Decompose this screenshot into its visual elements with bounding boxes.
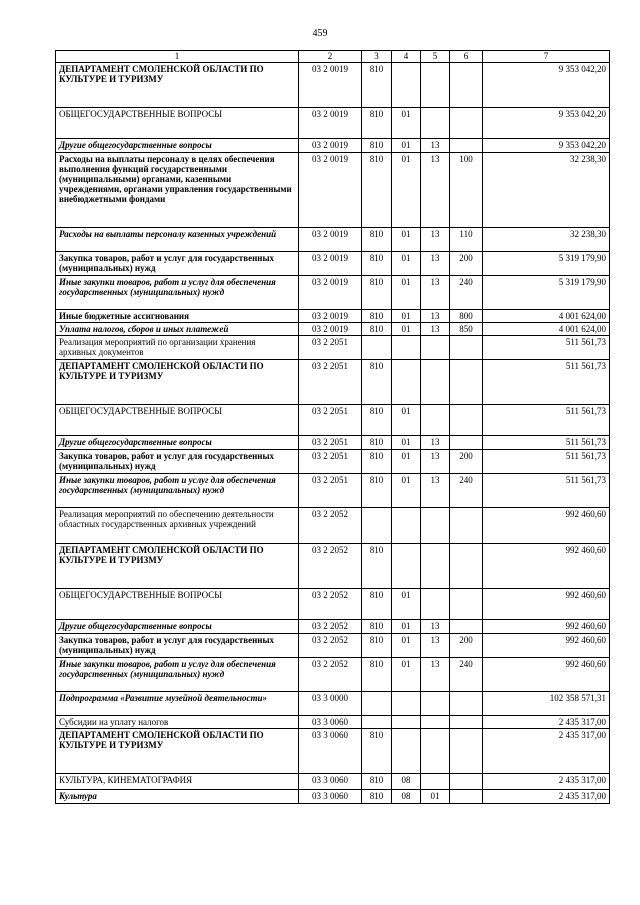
grbs-code: 810 xyxy=(362,544,392,589)
grbs-code: 810 xyxy=(362,774,392,790)
header-cell: 4 xyxy=(392,51,421,63)
header-cell: 2 xyxy=(299,51,362,63)
subsection-code xyxy=(421,729,450,774)
grbs-code: 810 xyxy=(362,729,392,774)
amount: 992 460,60 xyxy=(483,658,610,692)
amount: 9 353 042,20 xyxy=(483,108,610,139)
expense-type-code xyxy=(450,729,483,774)
amount: 511 561,73 xyxy=(483,474,610,508)
row-name: Иные закупки товаров, работ и услуг для обеспечения государственных (муниципальных) нужд xyxy=(56,658,299,692)
target-code: 03 2 0019 xyxy=(299,108,362,139)
section-code: 01 xyxy=(392,436,421,450)
row-name: Иные бюджетные ассигнования xyxy=(56,310,299,323)
section-code: 01 xyxy=(392,620,421,634)
target-code: 03 3 0060 xyxy=(299,729,362,774)
grbs-code xyxy=(362,336,392,360)
grbs-code: 810 xyxy=(362,405,392,436)
amount: 4 001 624,00 xyxy=(483,310,610,323)
target-code: 03 2 2052 xyxy=(299,508,362,544)
table-row xyxy=(56,508,610,544)
section-code: 01 xyxy=(392,450,421,474)
table-row xyxy=(56,405,610,436)
grbs-code: 810 xyxy=(362,360,392,405)
expense-type-code xyxy=(450,436,483,450)
row-name: ДЕПАРТАМЕНТ СМОЛЕНСКОЙ ОБЛАСТИ ПО КУЛЬТУРЕ И ТУРИЗМУ xyxy=(56,360,299,405)
expense-type-code xyxy=(450,139,483,153)
table-row xyxy=(56,276,610,310)
grbs-code: 810 xyxy=(362,108,392,139)
subsection-code: 13 xyxy=(421,620,450,634)
row-name: Субсидии на уплату налогов xyxy=(56,716,299,729)
expense-type-code xyxy=(450,620,483,634)
amount: 4 001 624,00 xyxy=(483,323,610,336)
header-cell: 3 xyxy=(362,51,392,63)
section-code: 01 xyxy=(392,474,421,508)
expense-type-code xyxy=(450,589,483,620)
table-row xyxy=(56,336,610,360)
subsection-code: 13 xyxy=(421,658,450,692)
table-row xyxy=(56,620,610,634)
amount: 2 435 317,00 xyxy=(483,716,610,729)
section-code: 01 xyxy=(392,139,421,153)
subsection-code xyxy=(421,336,450,360)
table-row xyxy=(56,729,610,774)
table-row xyxy=(56,63,610,108)
page-number: 459 xyxy=(312,28,328,39)
expense-type-code xyxy=(450,692,483,716)
amount: 511 561,73 xyxy=(483,405,610,436)
row-name: Расходы на выплаты персоналу в целях обеспечения выполнения функций государственными (муниципальными) органами, казенными учреждениями, органами управления государственными внебюджетными фондами xyxy=(56,153,299,228)
grbs-code: 810 xyxy=(362,589,392,620)
expense-type-code xyxy=(450,360,483,405)
grbs-code: 810 xyxy=(362,252,392,276)
subsection-code xyxy=(421,405,450,436)
subsection-code xyxy=(421,692,450,716)
amount: 9 353 042,20 xyxy=(483,139,610,153)
amount: 2 435 317,00 xyxy=(483,774,610,790)
section-code: 01 xyxy=(392,153,421,228)
table-row xyxy=(56,692,610,716)
row-name: Расходы на выплаты персоналу казенных учреждений xyxy=(56,228,299,252)
subsection-code: 01 xyxy=(421,790,450,804)
expense-type-code xyxy=(450,774,483,790)
expense-type-code xyxy=(450,716,483,729)
subsection-code xyxy=(421,589,450,620)
target-code: 03 3 0000 xyxy=(299,692,362,716)
expense-type-code: 200 xyxy=(450,634,483,658)
grbs-code: 810 xyxy=(362,139,392,153)
amount: 992 460,60 xyxy=(483,620,610,634)
amount: 992 460,60 xyxy=(483,508,610,544)
section-code xyxy=(392,336,421,360)
subsection-code xyxy=(421,508,450,544)
row-name: ДЕПАРТАМЕНТ СМОЛЕНСКОЙ ОБЛАСТИ ПО КУЛЬТУРЕ И ТУРИЗМУ xyxy=(56,729,299,774)
expense-type-code xyxy=(450,544,483,589)
row-name: Подпрограмма «Развитие музейной деятельности» xyxy=(56,692,299,716)
expense-type-code xyxy=(450,336,483,360)
grbs-code: 810 xyxy=(362,436,392,450)
table-row xyxy=(56,658,610,692)
section-code: 01 xyxy=(392,108,421,139)
row-name: ДЕПАРТАМЕНТ СМОЛЕНСКОЙ ОБЛАСТИ ПО КУЛЬТУРЕ И ТУРИЗМУ xyxy=(56,544,299,589)
grbs-code: 810 xyxy=(362,153,392,228)
expense-type-code xyxy=(450,108,483,139)
row-name: ДЕПАРТАМЕНТ СМОЛЕНСКОЙ ОБЛАСТИ ПО КУЛЬТУРЕ И ТУРИЗМУ xyxy=(56,63,299,108)
header-cell: 1 xyxy=(56,51,299,63)
grbs-code: 810 xyxy=(362,450,392,474)
amount: 5 319 179,90 xyxy=(483,276,610,310)
target-code: 03 2 0019 xyxy=(299,310,362,323)
section-code: 01 xyxy=(392,589,421,620)
row-name: КУЛЬТУРА, КИНЕМАТОГРАФИЯ xyxy=(56,774,299,790)
table-row xyxy=(56,774,610,790)
table-row xyxy=(56,790,610,804)
section-code: 01 xyxy=(392,323,421,336)
subsection-code xyxy=(421,360,450,405)
expense-type-code xyxy=(450,790,483,804)
amount: 9 353 042,20 xyxy=(483,63,610,108)
expense-type-code xyxy=(450,63,483,108)
table-row xyxy=(56,634,610,658)
grbs-code: 810 xyxy=(362,63,392,108)
grbs-code: 810 xyxy=(362,228,392,252)
grbs-code xyxy=(362,716,392,729)
subsection-code: 13 xyxy=(421,450,450,474)
expense-type-code: 850 xyxy=(450,323,483,336)
row-name: Уплата налогов, сборов и иных платежей xyxy=(56,323,299,336)
header-cell: 6 xyxy=(450,51,483,63)
section-code: 01 xyxy=(392,252,421,276)
target-code: 03 3 0060 xyxy=(299,774,362,790)
section-code xyxy=(392,360,421,405)
section-code: 01 xyxy=(392,405,421,436)
expense-type-code: 800 xyxy=(450,310,483,323)
grbs-code: 810 xyxy=(362,474,392,508)
row-name: Культура xyxy=(56,790,299,804)
section-code: 01 xyxy=(392,634,421,658)
grbs-code: 810 xyxy=(362,790,392,804)
grbs-code: 810 xyxy=(362,620,392,634)
expense-type-code: 240 xyxy=(450,474,483,508)
row-name: Реализация мероприятий по организации хранения архивных документов xyxy=(56,336,299,360)
row-name: ОБЩЕГОСУДАРСТВЕННЫЕ ВОПРОСЫ xyxy=(56,589,299,620)
amount: 5 319 179,90 xyxy=(483,252,610,276)
table-row xyxy=(56,139,610,153)
amount: 511 561,73 xyxy=(483,450,610,474)
table-row xyxy=(56,252,610,276)
table-row xyxy=(56,108,610,139)
target-code: 03 2 2051 xyxy=(299,474,362,508)
header-row xyxy=(56,51,610,63)
expense-type-code: 240 xyxy=(450,276,483,310)
row-name: Закупка товаров, работ и услуг для государственных (муниципальных) нужд xyxy=(56,252,299,276)
row-name: Закупка товаров, работ и услуг для государственных (муниципальных) нужд xyxy=(56,634,299,658)
amount: 992 460,60 xyxy=(483,589,610,620)
table-row xyxy=(56,436,610,450)
table-row xyxy=(56,544,610,589)
table-row xyxy=(56,323,610,336)
expense-type-code: 200 xyxy=(450,252,483,276)
section-code xyxy=(392,729,421,774)
grbs-code: 810 xyxy=(362,276,392,310)
target-code: 03 2 0019 xyxy=(299,63,362,108)
row-name: ОБЩЕГОСУДАРСТВЕННЫЕ ВОПРОСЫ xyxy=(56,108,299,139)
subsection-code: 13 xyxy=(421,139,450,153)
expense-type-code xyxy=(450,405,483,436)
target-code: 03 2 2051 xyxy=(299,336,362,360)
target-code: 03 2 2052 xyxy=(299,544,362,589)
target-code: 03 2 2051 xyxy=(299,450,362,474)
row-name: Другие общегосударственные вопросы xyxy=(56,139,299,153)
amount: 32 238,30 xyxy=(483,153,610,228)
section-code: 08 xyxy=(392,774,421,790)
header-cell: 5 xyxy=(421,51,450,63)
row-name: Реализация мероприятий по обеспечению деятельности областных государственных архивных учреждений xyxy=(56,508,299,544)
amount: 2 435 317,00 xyxy=(483,790,610,804)
target-code: 03 2 2051 xyxy=(299,436,362,450)
expense-type-code: 200 xyxy=(450,450,483,474)
table-row xyxy=(56,153,610,228)
target-code: 03 2 0019 xyxy=(299,153,362,228)
grbs-code xyxy=(362,508,392,544)
section-code: 01 xyxy=(392,228,421,252)
section-code xyxy=(392,63,421,108)
subsection-code: 13 xyxy=(421,436,450,450)
target-code: 03 2 0019 xyxy=(299,252,362,276)
target-code: 03 2 2052 xyxy=(299,634,362,658)
target-code: 03 2 2052 xyxy=(299,589,362,620)
expense-type-code: 240 xyxy=(450,658,483,692)
target-code: 03 2 2052 xyxy=(299,658,362,692)
subsection-code: 13 xyxy=(421,276,450,310)
row-name: Другие общегосударственные вопросы xyxy=(56,436,299,450)
table-row xyxy=(56,474,610,508)
section-code: 01 xyxy=(392,276,421,310)
subsection-code: 13 xyxy=(421,153,450,228)
target-code: 03 3 0060 xyxy=(299,790,362,804)
target-code: 03 2 2051 xyxy=(299,360,362,405)
subsection-code xyxy=(421,774,450,790)
subsection-code: 13 xyxy=(421,310,450,323)
subsection-code: 13 xyxy=(421,323,450,336)
grbs-code xyxy=(362,692,392,716)
grbs-code: 810 xyxy=(362,310,392,323)
amount: 511 561,73 xyxy=(483,336,610,360)
expense-type-code: 100 xyxy=(450,153,483,228)
target-code: 03 2 0019 xyxy=(299,228,362,252)
target-code: 03 2 2052 xyxy=(299,620,362,634)
target-code: 03 2 0019 xyxy=(299,139,362,153)
row-name: ОБЩЕГОСУДАРСТВЕННЫЕ ВОПРОСЫ xyxy=(56,405,299,436)
target-code: 03 2 2051 xyxy=(299,405,362,436)
subsection-code xyxy=(421,63,450,108)
subsection-code: 13 xyxy=(421,634,450,658)
target-code: 03 2 0019 xyxy=(299,323,362,336)
subsection-code xyxy=(421,544,450,589)
amount: 992 460,60 xyxy=(483,544,610,589)
section-code: 01 xyxy=(392,310,421,323)
amount: 511 561,73 xyxy=(483,436,610,450)
subsection-code: 13 xyxy=(421,474,450,508)
table-row xyxy=(56,310,610,323)
section-code: 08 xyxy=(392,790,421,804)
target-code: 03 2 0019 xyxy=(299,276,362,310)
amount: 511 561,73 xyxy=(483,360,610,405)
row-name: Другие общегосударственные вопросы xyxy=(56,620,299,634)
table-row xyxy=(56,589,610,620)
table-row xyxy=(56,716,610,729)
section-code xyxy=(392,716,421,729)
grbs-code: 810 xyxy=(362,658,392,692)
amount: 2 435 317,00 xyxy=(483,729,610,774)
section-code xyxy=(392,544,421,589)
section-code xyxy=(392,692,421,716)
section-code xyxy=(392,508,421,544)
amount: 992 460,60 xyxy=(483,634,610,658)
amount: 102 358 571,31 xyxy=(483,692,610,716)
section-code: 01 xyxy=(392,658,421,692)
row-name: Иные закупки товаров, работ и услуг для обеспечения государственных (муниципальных) нужд xyxy=(56,276,299,310)
amount: 32 238,30 xyxy=(483,228,610,252)
expense-type-code xyxy=(450,508,483,544)
row-name: Закупка товаров, работ и услуг для государственных (муниципальных) нужд xyxy=(56,450,299,474)
target-code: 03 3 0060 xyxy=(299,716,362,729)
grbs-code: 810 xyxy=(362,323,392,336)
subsection-code xyxy=(421,108,450,139)
table-row xyxy=(56,360,610,405)
expense-type-code: 110 xyxy=(450,228,483,252)
table-row xyxy=(56,450,610,474)
subsection-code: 13 xyxy=(421,228,450,252)
table-row xyxy=(56,228,610,252)
subsection-code: 13 xyxy=(421,252,450,276)
grbs-code: 810 xyxy=(362,634,392,658)
row-name: Иные закупки товаров, работ и услуг для обеспечения государственных (муниципальных) нужд xyxy=(56,474,299,508)
subsection-code xyxy=(421,716,450,729)
header-cell: 7 xyxy=(483,51,610,63)
budget-table xyxy=(55,50,610,804)
